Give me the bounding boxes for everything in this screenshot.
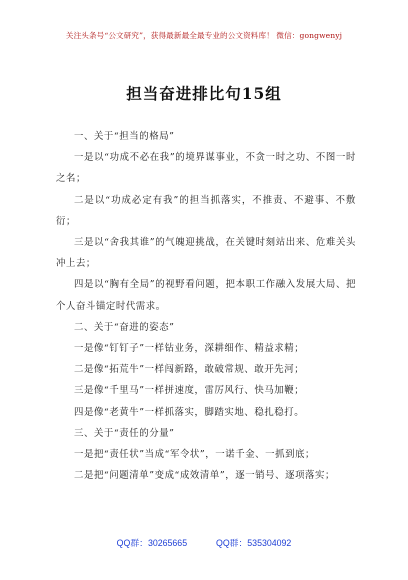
body-paragraph: 一是以“功成不必在我”的境界谋事业，不贪一时之功、不图一时之名；: [56, 152, 356, 185]
document-title: 担当奋进排比句15组: [126, 84, 282, 103]
qq-group-2: QQ群：535304092: [216, 538, 292, 548]
body-paragraph: 三是像“千里马”一样拼速度，雷厉风行、快马加鞭；: [74, 385, 305, 397]
body-paragraph: 四是像“老黄牛”一样抓落实，脚踏实地、稳扎稳打。: [74, 406, 305, 418]
document-body: [56, 126, 356, 486]
body-paragraph: 二是把“问题清单”变成“成效清单”，逐一销号、逐项落实；: [74, 470, 335, 482]
body-paragraph: 四是以“胸有全局”的视野看问题，把本职工作融入发展大局、把个人奋斗锚定时代需求。: [56, 279, 356, 312]
body-paragraph: 一是把“责任状”当成“军令状”，一诺千金、一抓到底；: [74, 449, 316, 461]
section-heading: 三、关于“责任的分量”: [74, 427, 175, 439]
footer-contact: [0, 536, 408, 549]
qq-group-1: QQ群：30265665: [116, 538, 188, 548]
body-paragraph: 一是像“钉钉子”一样钻业务，深耕细作、精益求精；: [74, 343, 305, 355]
section-heading: 一、关于“担当的格局”: [74, 131, 175, 142]
body-paragraph: 三是以“舍我其谁”的气魄迎挑战，在关键时刻站出来、危难关头冲上去；: [56, 237, 356, 270]
section-heading: 二、关于“奋进的姿态”: [74, 321, 175, 333]
header-note: 关注头条号“公文研究”，获得最新最全最专业的公文资料库！ 微信：gongwenyj: [65, 31, 343, 40]
body-paragraph: 二是以“功成必定有我”的担当抓落实，不推责、不避事、不敷衍；: [56, 194, 356, 227]
body-paragraph: 二是像“拓荒牛”一样闯新路，敢破常规、敢开先河；: [74, 364, 305, 376]
